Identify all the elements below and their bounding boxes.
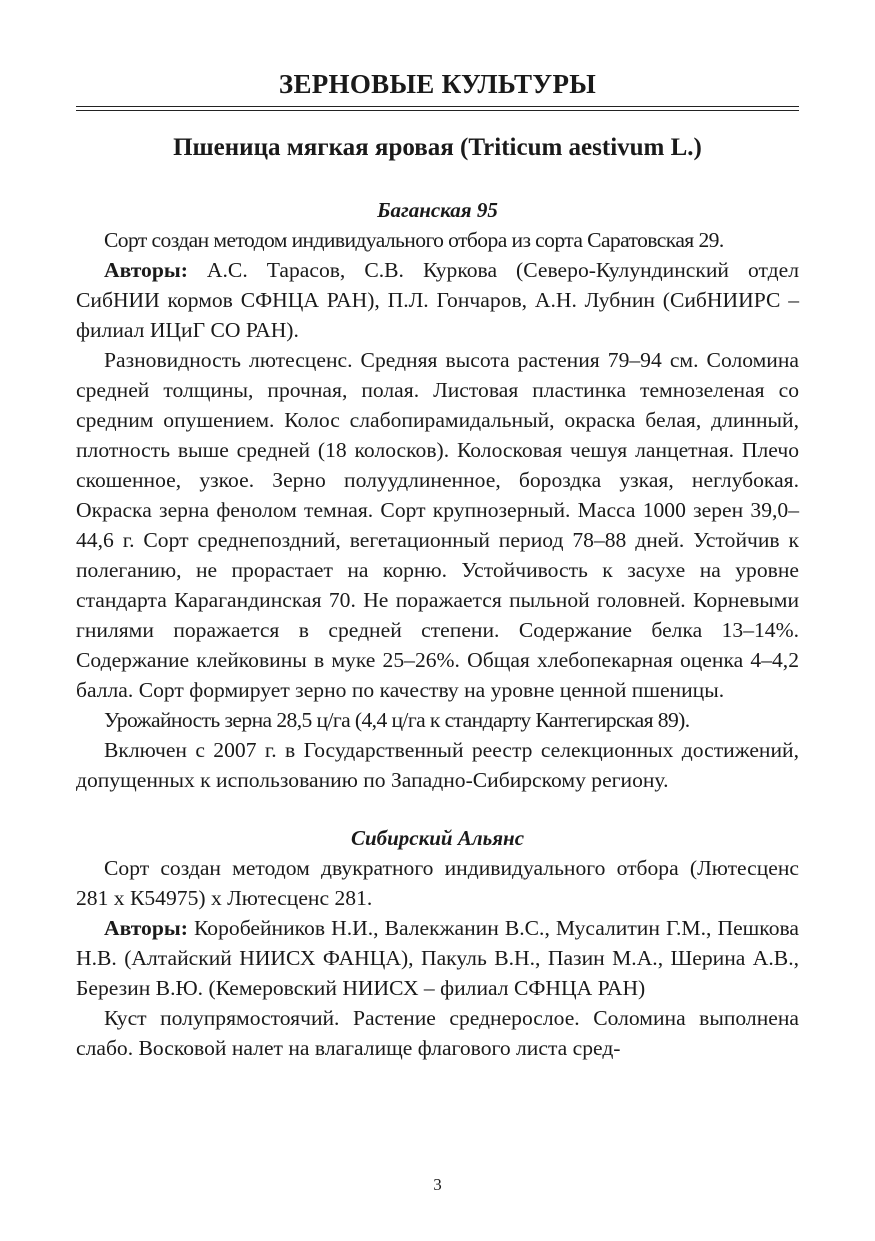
- title-rule-bottom: [76, 110, 799, 111]
- variety-authors: [76, 255, 799, 345]
- document-page: [76, 62, 799, 1063]
- title-rule-top: [76, 106, 799, 107]
- variety-yield: Урожайность зерна 28,5 ц/га (4,4 ц/га к стандарту Кантегирская 89).: [104, 708, 690, 732]
- variety-origin: Сорт создан методом индивидуального отбора из сорта Саратовская 29.: [104, 228, 724, 252]
- variety-origin: Сорт создан методом двукратного индивидуального отбора (Лютесценс 281 х К54975) х Лютесценс 281.: [76, 856, 799, 910]
- authors-text: Коробейников Н.И., Валекжанин В.С., Мусалитин Г.М., Пешкова Н.В. (Алтайский НИИСХ ФАНЦА), Пакуль В.Н., Пазин М.А., Шерина А.В., Березин В.Ю. (Кемеровский НИИСХ – филиал СФНЦА РАН): [76, 916, 799, 1000]
- variety-description: Куст полупрямостоячий. Растение среднерослое. Соломина выполнена слабо. Восковой налет на влагалище флагового листа сред-: [76, 1006, 799, 1060]
- variety-authors: [76, 913, 799, 1003]
- variety-entry-sibirskiy-alyans: [76, 823, 799, 1063]
- authors-text: А.С. Тарасов, С.В. Куркова (Северо-Кулундинский отдел СибНИИ кормов СФНЦА РАН), П.Л. Гончаров, А.Н. Лубнин (СибНИИРС – филиал ИЦиГ СО РАН).: [76, 258, 799, 342]
- variety-name: Баганская 95: [377, 198, 498, 222]
- page-number: 3: [433, 1175, 442, 1194]
- variety-registry: Включен с 2007 г. в Государственный реестр селекционных достижений, допущенных к использованию по Западно-Сибирскому региону.: [76, 738, 799, 792]
- variety-entry-baganskaya-95: [76, 195, 799, 795]
- section-title: ЗЕРНОВЫЕ КУЛЬТУРЫ: [278, 69, 597, 99]
- authors-label: Авторы:: [104, 258, 188, 282]
- crop-title: Пшеница мягкая яровая (Triticum aestivum L.): [173, 134, 702, 161]
- variety-description: Разновидность лютесценс. Средняя высота растения 79–94 см. Соломина средней толщины, прочная, полая. Листовая пластинка темнозеленая со средним опушением. Колос слабопирамидальный, окраска белая, длинный, плотность выше средней (18 колосков). Колосковая чешуя ланцетная. Плечо скошенное, узкое. Зерно полуудлиненное, бороздка узкая, неглубокая. Окраска зерна фенолом темная. Сорт крупнозерный. Масса 1000 зерен 39,0–44,6 г. Сорт среднепоздний, вегетационный период 78–88 дней. Устойчив к полеганию, не прорастает на корню. Устойчивость к засухе на уровне стандарта Карагандинская 70. Не поражается пыльной головней. Корневыми гнилями поражается в средней степени. Содержание белка 13–14%. Содержание клейковины в муке 25–26%. Общая хлебопекарная оценка 4–4,2 балла. Сорт формирует зерно по качеству на уровне ценной пшеницы.: [76, 348, 799, 702]
- variety-name: Сибирский Альянс: [350, 826, 525, 850]
- authors-label: Авторы:: [104, 916, 188, 940]
